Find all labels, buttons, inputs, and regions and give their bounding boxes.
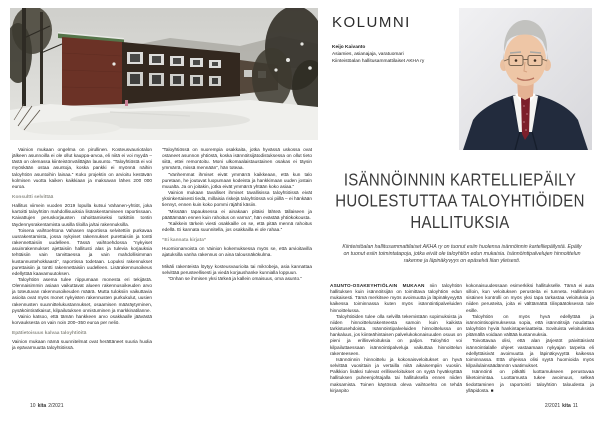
body-paragraph: ”Onhan se ihmisen yksi tärkeä ja kallein omaisuus, oma asunto.” [168,275,302,281]
body-paragraph: kokonaisuudessaan esimerkiksi hallitukselle. Tämä ei auta silloin, kun veloituksen perusteita ei tunneta. Hallituksen sisäinen kontrolli on myös yksi tapa tarkastaa veloituksia ja niiden perusteita, joita ei välttämättä tilinpäätöksessä tule esille. [466,283,594,313]
headline-line: HALLITUKSIA [410,212,510,233]
subheading-ei-kannata-kirjata: ”Ei kannata kirjata” [162,238,207,244]
body-paragraph [330,283,462,314]
body-paragraph: Vainion mukaan ongelma on pirullinen. Kosteusvauriotalon jälkeen asunnoilla ei ole ollut kauppa-arvoa, eli niitä ei voi myydä – tästä on olemassa kiinteistönvälittäjän lausunto. ”Taloyhtiöstä ei voi myöskään ostaa asuntoja, koska pankki ei myönnä näihin taloyhtiön asuntoihin lainaa.” Koko projektin on arvioitu kestävän kolmisen vuotta kaiken kaikkiaan ja maksavan lähes 200 000 euroa. [12,147,152,189]
paragraph-rest: niin taloyhtiön hallituksen kuin isännöitsijän on toimittava taloyhtiön edun mukaisesti. Tämä merkitsee myös avoimuutta ja läpinäkyvyyttä kaikessa toiminnassa kuten myös isännöintipalveluiden hinnoittelussa. [330,283,462,313]
headline-line: ISÄNNÖINNIN KARTELLIEPÄILY [343,170,577,191]
winter-building-photo [10,8,318,140]
body-paragraph: Vainion mukaan nämä suunnitelmat ovat herättäneet suuria huolia ja epävarmuutta taloyhtiöissä. [12,339,152,351]
left-page-column-2 [162,147,312,395]
body-paragraph: Vainion mukaan tavalliset ihmiset tavallisissa taloyhtiöissä eivät yksinkertaisesti tiedä, millaisia riskejä taloyhtiössä voi piillä – ei hänkään tiennyt, ennen kuin koko pommi räjähti käsiin. [162,190,312,208]
headline-line: HUOLESTUTTAA TALOYHTIÖIDEN [335,191,585,212]
body-paragraph: Vainio katsoo, että tämän hankkeen arvo osakkaalle jäävästä korvauksesta on vain noin 200–350 euroa per neliö. [12,313,152,326]
body-paragraph: ”Kaikkein tärkein viesti osakkaille on se, että pitää mennä rahoitus edellä. Ei kannata suunnitella, jos osakkailla ei ole rahaa.” [162,220,312,233]
body-paragraph: ”Vanhemmat ihmiset eivät ymmärrä kaikkeaan, että kun talo puretaan, he joutuvat luopumaan kodeista ja hankkimaan uuden jostain muualta. Ja on joitakin, jotka eivät ymmärrä yhtään koko asiaa.” [162,171,312,189]
body-paragraph [466,369,594,394]
page-number-left: 10 [30,403,36,409]
magazine-name: kita [562,403,571,409]
right-page-column-1 [330,283,462,395]
body-paragraph: Mikäli rakenteista löytyy kosteusvaurioita tai mikrobeja, asia kannattaa selvittää perusteellisesti ja viedä korjaushanke kunnialla loppuun. [162,263,312,275]
paragraph-text: Isännöinti on pitkälti luottamukseen perustuvaa liiketoimintaa. Luottamusta tukee avoimuus, selkeä tiedottaminen ja raportointi taloyhtiön taloudesta ja ylläpidosta. [466,369,594,393]
body-paragraph: Isännöinnin hinnoittelu ja kokonaisveloitukset on hyvä selvittää vuosittain ja vertailla niitä aikaisempiin vuosiin. Palkkion lisäksi tulevat erillisveloitukset on syytä hyväksyttää hallituksen puheenjohtajalla tai hallituksella ennen niiden maksamista. Toinen käytössä oleva vaihtoehto on tehdä kirjanpito [330,356,462,393]
body-paragraph: Taloyhtiön on myös hyvä edellyttää ja isännöintisopimuksessa sopia, että isännöitsijä noudattaa taloyhtiön hyviä hankintaperiaatteita. Sovituista veloituksista pitämällä voidaan välttää kustannuksia. [466,313,594,338]
column-kicker: KOLUMNI [332,14,411,31]
footer-left [30,403,63,409]
winter-building-photo-art [10,8,318,140]
issue-number: 2/2021 [544,403,561,409]
body-paragraph: Toivottavaa olisi, että alan järjestöt päivittäisivät isännöintialalle ohjeet vastaamaan nykyajan tarpeita eli edellyttäisivät avoimuutta ja läpinäkyvyyttä kaikessa toiminnassa. Että ohjeissa olisi syytä huomioida myös kilpailulainsäädännön vaatimukset. [466,338,594,369]
body-paragraph: Taloyhtiöiden tulee olla selvillä tekemistään sopimuksista ja niiden hinnoittelurakenteesta samoin kuin kaikista tarkistusehdoista. Isännöintipalveluiden hinnoittelussa on hankaluus, jos kiinteähintaisen palvelukokonaisuuden osuus on pieni ja erillisveloituksia on paljon. Taloyhtiö voi kilpailuttaessaan isännöintipalveluja vaikuttaa hinnoittelun rakenteeseen. [330,313,462,356]
author-organization: Kiinteistöalan hallitusammattilaiset AKHA ry [332,58,425,64]
article-lead: Kiinteistöalan hallitusammattilaiset AKHA ry on tuonut esiin huolensa isännöinnin kartelliepäilystä. Epäily on tuonut esiin toimintatapoja, jotka eivät ole taloyhtiön edun mukaisia. Isännöintipalvelujen hinnoittelun rakenne ja läpinäkyvyys on epäselvä liian yleisesti. [342,244,582,264]
issue-number: 2/2021 [48,403,64,409]
body-paragraph: Huomionarvoista on Vainion kokemuksessa myös se, että arvioitavilla ajatuksilla vanha rakennus on aina talousnäkökulma. [162,246,312,258]
body-paragraph: ”Taloyhtiössä on nuorempia osakkaita, jotka hyvässä uskossa ovat ostaneet asunnon yhtiöstä, koska isännöitsijätodistuksessa on ollut tieto siitä, ettei remontoitu. Moni ulkomaalaistaustainen osakas ei täysin ymmärrä, missä mennään”, hän toteaa. [162,147,312,171]
magazine-name: kita [37,403,47,409]
subheading-epatietoisuus: Epätietoisuus kalvaa taloyhtiöitä [12,331,87,337]
left-page-column-1 [12,147,152,395]
right-page-column-2 [466,283,594,395]
article-headline [326,170,594,234]
author-portrait-art [459,8,592,150]
author-name: Keijo Kaivanto [332,45,366,50]
body-paragraph: Toisena vaihtoehtona Vahasen raportissa selvitettiin purkavaa uusrakentamista, jossa nykyiset rakennukset purettaisiin ja tontti rakennettaisiin uudelleen. Tässä vaihtoehdossa ”nykyiset asuinrakennukset ajettaisiin hallitusti alas ja tulevia korjauksia tehtäisiin vain tarvittaessa ja vain mahdollisimman kustannustehokkaasti”, raportissa todetaan. Lopuksi rakennukset purettaisiin ja tontti rakennettaisiin uudelleen. Lisärakennusoikeus edellyttää kaavamuutoksen. [12,227,152,276]
page-number-right: 11 [572,403,578,409]
body-paragraph: ”Missään tapauksessa ei ainakaan pitäisi lähteä tällaiseen ja päättämään ennen kuin rahoitus on varma”, hän evästää yhtiökokousta. [162,208,312,220]
body-paragraph: Taloyhtiön asema tulee riippumaan monesta eri tekijästä. Olennaisimmin asiaan vaikuttavat alueen rakennusoikeuden arvo ja toteutuvan rakennusoikeuden määrä. Mutta tuloksiin vaikuttavia asioita ovat myös monet nykyisten rakennusten purkukulut, uusien rakennusten suunnittelukustannukset, osaamisen määräytyminen, pysäköintiratkaisut, kilpailutuksen onnistuminen ja markkinatilanne. [12,276,152,313]
author-title: Asiamies, asianajaja, varatuomari [332,51,404,57]
body-paragraph: Hallitus viimein vuoden 2019 lopulla kutsui Vahanen-yhtiöt, joka kartoitti taloyhtiön mahdollisuuksia lisärakentamiseen raportissaan. Kaivattujen peruskorjausten rahoittamiseksi tutkittiin tontin täydennysrakentamista uusilla tiloilla ja/tai rakennuksilla. [12,203,152,227]
subheading-konsultti-selvittaa: Konsultti selvittää [12,195,54,201]
footer-right [545,403,578,409]
smallcaps-leadin: ASUNTO-OSAKEYHTIÖLAIN MUKAAN [330,283,425,288]
author-block [332,45,424,65]
author-portrait-photo [459,8,592,150]
end-of-article-mark: ■ [490,387,494,393]
